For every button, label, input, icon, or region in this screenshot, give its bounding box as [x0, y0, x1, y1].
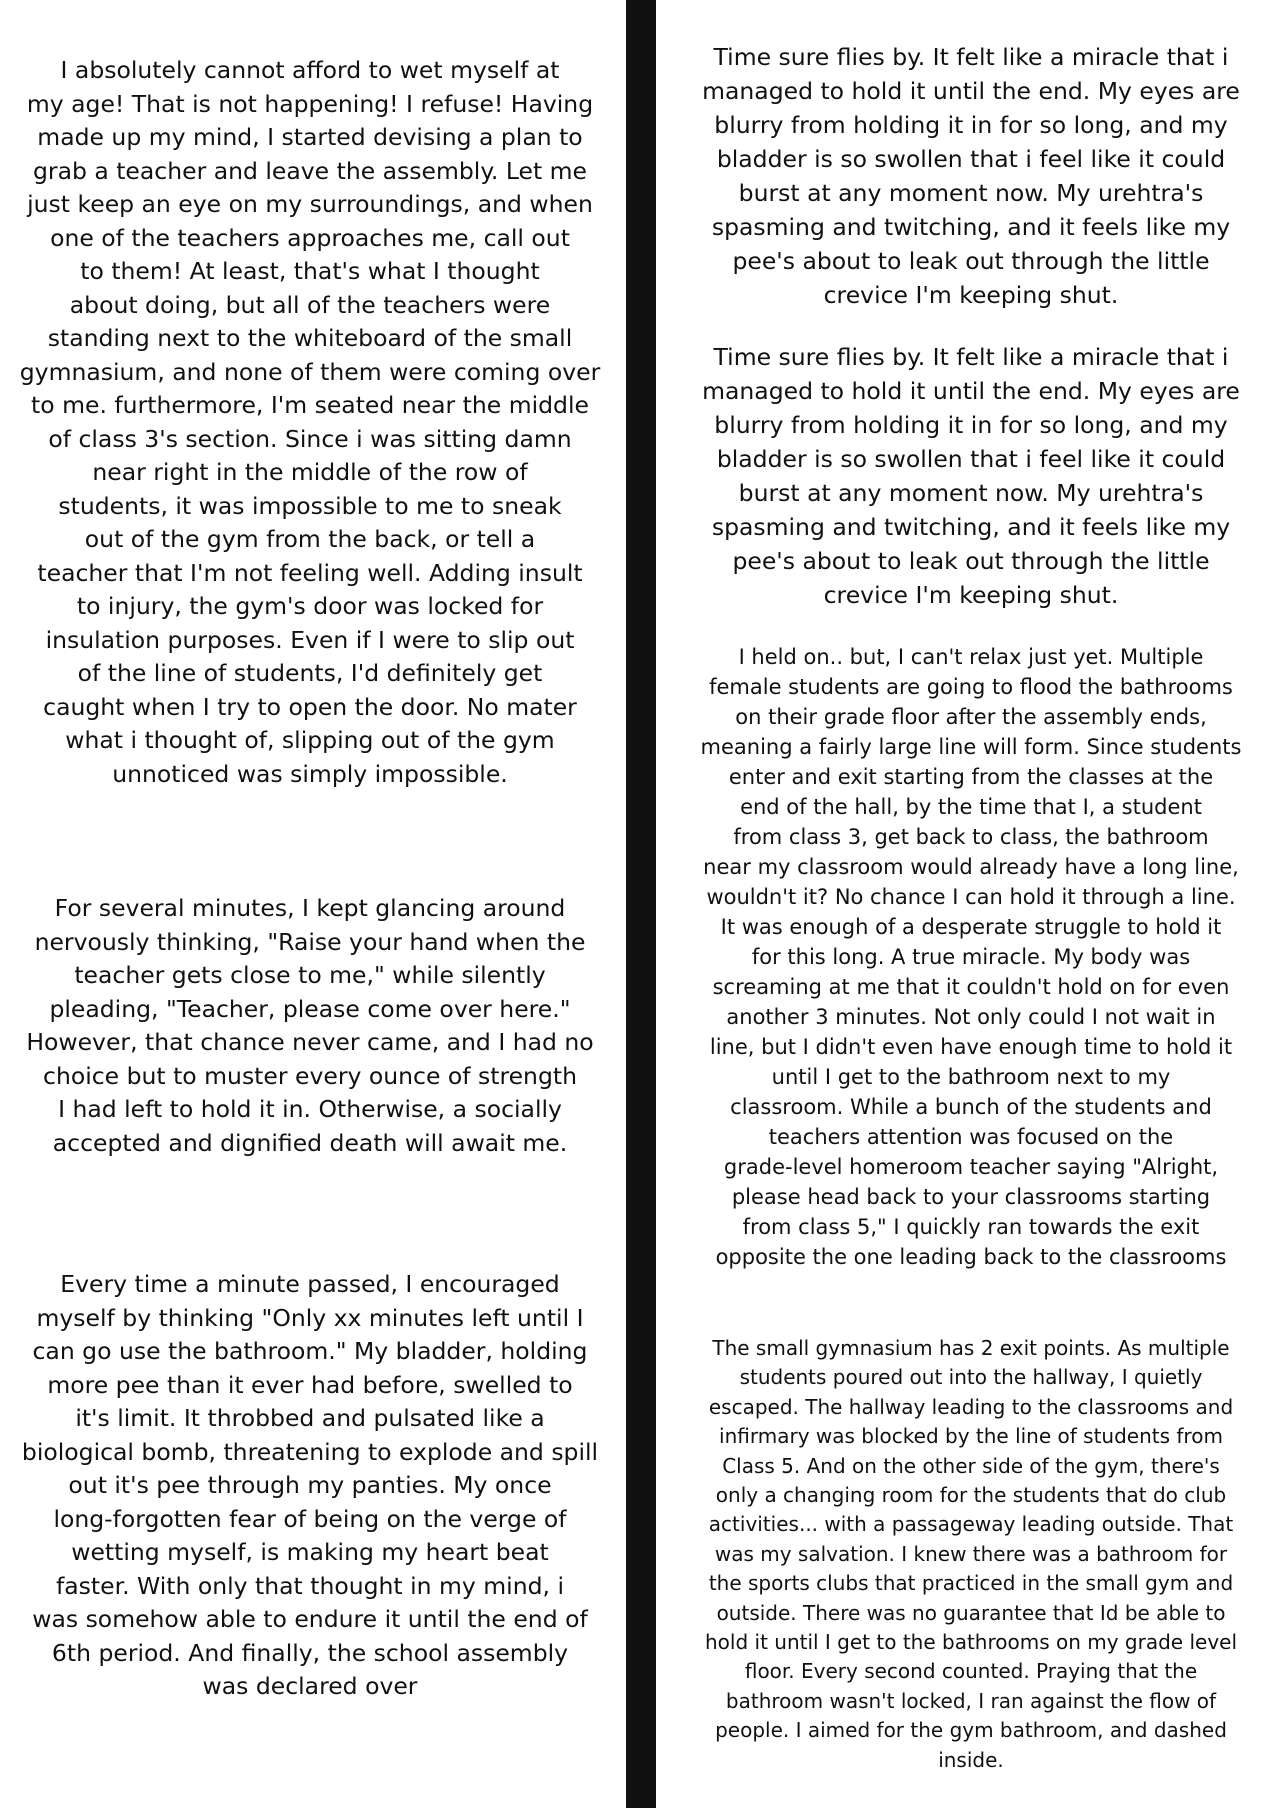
text-paragraph: I absolutely cannot afford to wet myself at my age! That is not happening! I refuse! Having made up my mind, I started devising a plan to grab a teacher and leave the assembly. Let me just keep an eye on my surroundings, and when one of the teachers approaches me, call out to them! At least, that's what I thought about doing, but all of the teachers were standing next to the whiteboard of the small gymnasium, and none of them were coming over to me. furthermore, I'm seated near the middle of class 3's section. Since i was sitting damn near right in the middle of the row of students, it was impossible to me to sneak out of the gym from the back, or tell a teacher that I'm not feeling well. Adding insult to injury, the gym's door was locked for insulation purposes. Even if I were to slip out of the line of students, I'd definitely get caught when I try to open the door. No mater what i thought of, slipping out of the gym unnoticed was simply impossible. — [19, 56, 601, 788]
column-divider — [626, 0, 656, 1808]
right-column — [662, 0, 1280, 1808]
text-paragraph: Time sure flies by. It felt like a miracle that i managed to hold it until the end. My eyes are blurry from holding it in for so long, and my bladder is so swollen that i feel like it could burst at any moment now. My urehtra's spasming and twitching, and it feels like my pee's about to leak out through the little crevice I'm keeping shut. — [702, 343, 1240, 609]
text-paragraph: I held on.. but, I can't relax just yet. Multiple female students are going to flood the bathrooms on their grade floor after the assembly ends, meaning a fairly large line will form. Since students enter and exit starting from the classes at the end of the hall, by the time that I, a student from class 3, get back to class, the bathroom near my classroom would already have a long line, wouldn't it? No chance I can hold it through a line. It was enough of a desperate struggle to hold it for this long. A true miracle. My body was screaming at me that it couldn't hold on for even another 3 minutes. Not only could I not wait in line, but I didn't even have enough time to hold it until I get to the bathroom next to my classroom. While a bunch of the students and teachers attention was focused on the grade-level homeroom teacher saying "Alright, please head back to your classrooms starting from class 5," I quickly ran towards the exit opposite the one leading back to the classrooms — [700, 645, 1242, 1269]
left-column — [0, 0, 620, 1808]
text-paragraph: The small gymnasium has 2 exit points. As multiple students poured out into the hallway, I quietly escaped. The hallway leading to the classrooms and infirmary was blocked by the line of students from Class 5. And on the other side of the gym, there's only a changing room for the students that do club activities... with a passageway leading outside. That was my salvation. I knew there was a bathroom for the sports clubs that practiced in the small gym and outside. There was no guarantee that Id be able to hold it until I get to the bathrooms on my grade level floor. Every second counted. Praying that the bathroom wasn't locked, I ran against the flow of people. I aimed for the gym bathroom, and dashed inside. — [704, 1336, 1238, 1772]
text-paragraph: For several minutes, I kept glancing around nervously thinking, "Raise your hand when the teacher gets close to me," while silently pleading, "Teacher, please come over here." However, that chance never came, and I had no choice but to muster every ounce of strength I had left to hold it in. Otherwise, a socially accepted and dignified death will await me. — [26, 894, 594, 1157]
text-paragraph: Every time a minute passed, I encouraged myself by thinking "Only xx minutes left until I can go use the bathroom." My bladder, holding more pee than it ever had before, swelled to it's limit. It throbbed and pulsated like a biological bomb, threatening to explode and spill out it's pee through my panties. My once long-forgotten fear of being on the verge of wetting myself, is making my heart beat faster. With only that thought in my mind, i was somehow able to endure it until the end of 6th period. And finally, the school assembly was declared over — [21, 1270, 599, 1700]
text-paragraph: Time sure flies by. It felt like a miracle that i managed to hold it until the end. My eyes are blurry from holding it in for so long, and my bladder is so swollen that i feel like it could burst at any moment now. My urehtra's spasming and twitching, and it feels like my pee's about to leak out through the little crevice I'm keeping shut. — [702, 43, 1240, 309]
